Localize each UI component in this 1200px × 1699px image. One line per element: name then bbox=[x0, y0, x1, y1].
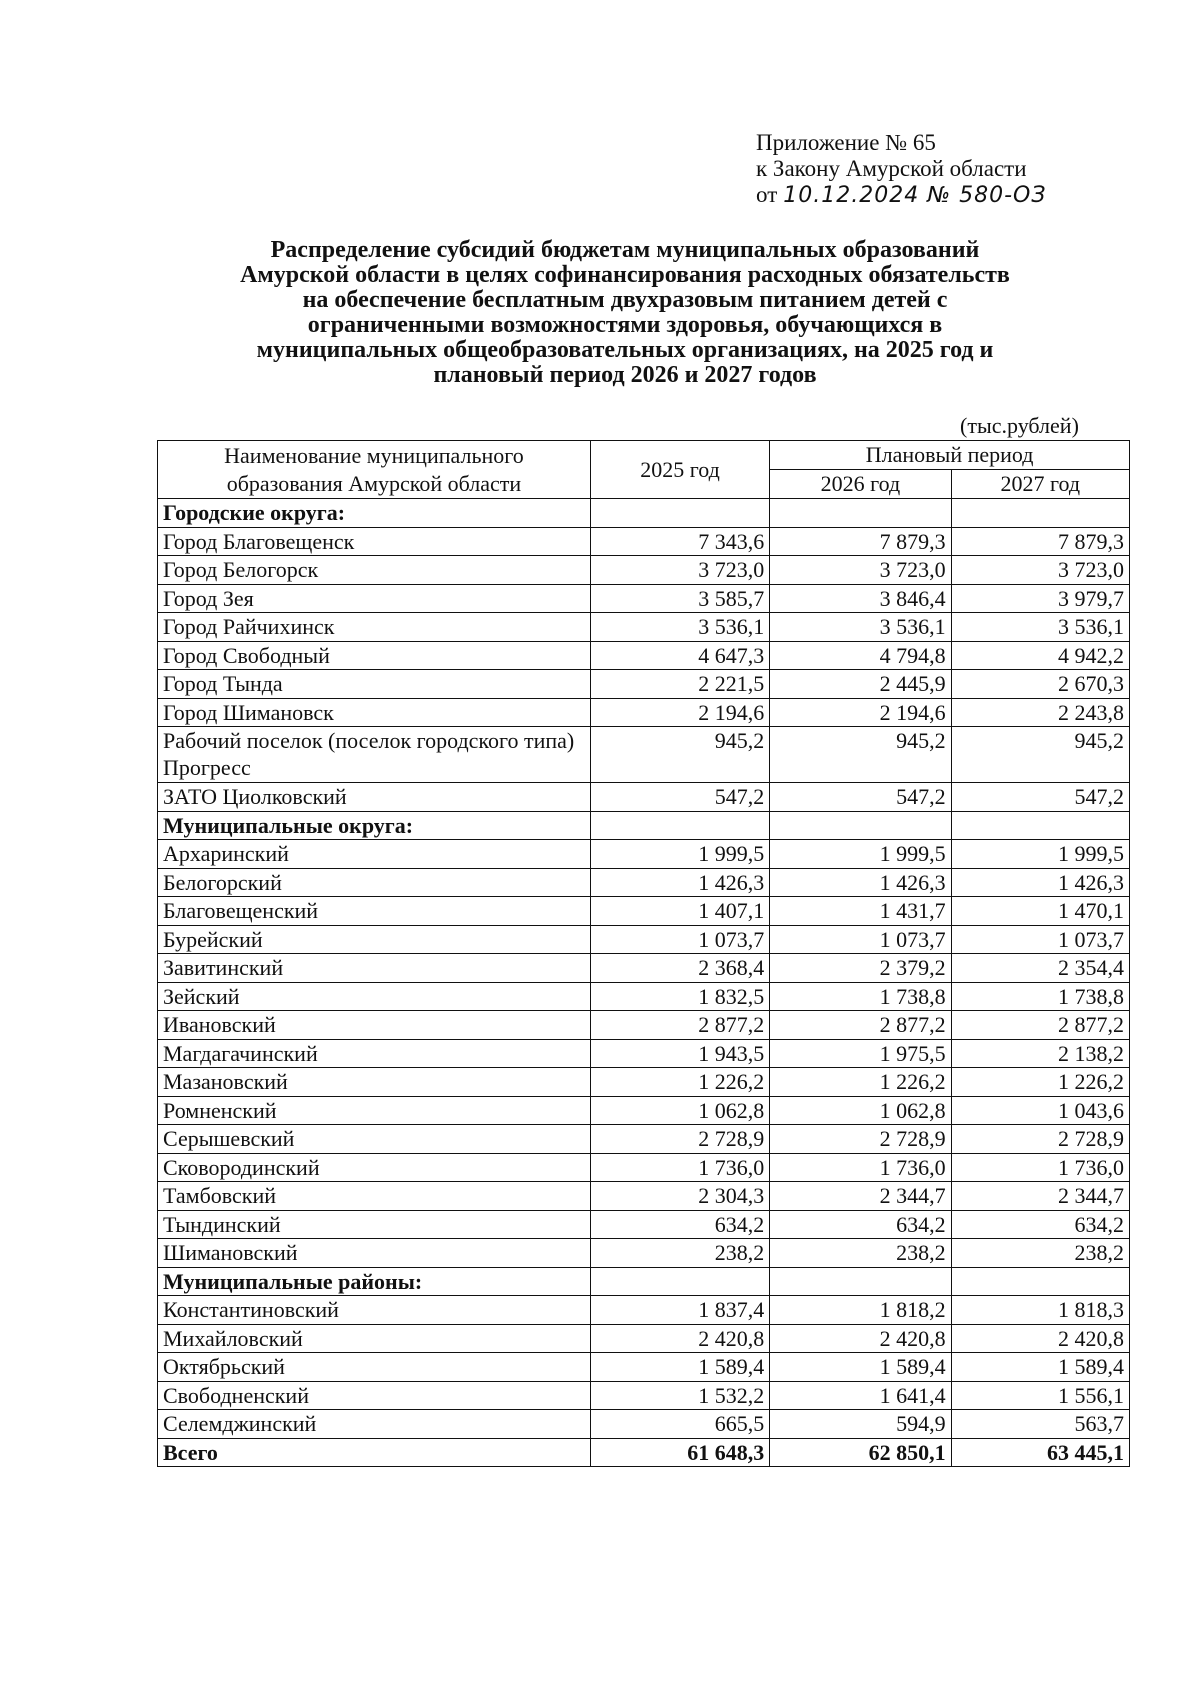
municipality-name: Белогорский bbox=[158, 868, 591, 897]
value-2027: 1 589,4 bbox=[951, 1353, 1129, 1382]
municipality-name: Ивановский bbox=[158, 1011, 591, 1040]
value-2025: 1 407,1 bbox=[590, 897, 769, 926]
header-name-column bbox=[158, 441, 591, 499]
empty-cell bbox=[770, 499, 951, 528]
value-2027: 4 942,2 bbox=[951, 641, 1129, 670]
value-2025: 945,2 bbox=[590, 727, 769, 783]
table-row bbox=[158, 1410, 1130, 1439]
value-2025: 2 221,5 bbox=[590, 670, 769, 699]
value-2027: 3 536,1 bbox=[951, 613, 1129, 642]
total-2027: 63 445,1 bbox=[951, 1438, 1129, 1467]
municipality-name: Рабочий поселок (поселок городского типа) Прогресс bbox=[158, 727, 591, 783]
title-line: плановый период 2026 и 2027 годов bbox=[433, 362, 817, 388]
value-2027: 2 728,9 bbox=[951, 1125, 1129, 1154]
units-label: (тыс.рублей) bbox=[960, 413, 1079, 438]
value-2026: 1 975,5 bbox=[770, 1039, 951, 1068]
title-line: муниципальных общеобразовательных организациях, на 2025 год и bbox=[256, 337, 994, 363]
value-2027: 2 354,4 bbox=[951, 954, 1129, 983]
value-2027: 7 879,3 bbox=[951, 527, 1129, 556]
value-2027: 1 556,1 bbox=[951, 1381, 1129, 1410]
title-line: Распределение субсидий бюджетам муниципальных образований bbox=[270, 237, 980, 263]
municipality-name: Завитинский bbox=[158, 954, 591, 983]
municipality-name: Зейский bbox=[158, 982, 591, 1011]
table-row bbox=[158, 925, 1130, 954]
value-2025: 238,2 bbox=[590, 1239, 769, 1268]
municipality-name: Шимановский bbox=[158, 1239, 591, 1268]
municipality-name: Октябрьский bbox=[158, 1353, 591, 1382]
header-planned-period: Плановый период bbox=[770, 441, 1130, 470]
value-2026: 1 226,2 bbox=[770, 1068, 951, 1097]
value-2025: 1 532,2 bbox=[590, 1381, 769, 1410]
value-2027: 634,2 bbox=[951, 1210, 1129, 1239]
empty-cell bbox=[770, 1267, 951, 1296]
table-row bbox=[158, 897, 1130, 926]
value-2026: 2 877,2 bbox=[770, 1011, 951, 1040]
value-2026: 547,2 bbox=[770, 783, 951, 812]
table-row bbox=[158, 1068, 1130, 1097]
municipality-name: Город Райчихинск bbox=[158, 613, 591, 642]
value-2027: 945,2 bbox=[951, 727, 1129, 783]
value-2026: 7 879,3 bbox=[770, 527, 951, 556]
total-label: Всего bbox=[158, 1438, 591, 1467]
municipality-name: Город Шимановск bbox=[158, 698, 591, 727]
table-row bbox=[158, 1096, 1130, 1125]
value-2027: 1 470,1 bbox=[951, 897, 1129, 926]
value-2025: 2 194,6 bbox=[590, 698, 769, 727]
value-2026: 2 194,6 bbox=[770, 698, 951, 727]
value-2026: 3 846,4 bbox=[770, 584, 951, 613]
table-body bbox=[158, 499, 1130, 1467]
total-2025: 61 648,3 bbox=[590, 1438, 769, 1467]
header-2027: 2027 год bbox=[951, 470, 1129, 499]
table-row bbox=[158, 783, 1130, 812]
table-row bbox=[158, 556, 1130, 585]
section-title: Городские округа: bbox=[158, 499, 591, 528]
table-row bbox=[158, 954, 1130, 983]
municipality-name: Михайловский bbox=[158, 1324, 591, 1353]
value-2026: 634,2 bbox=[770, 1210, 951, 1239]
value-2027: 1 043,6 bbox=[951, 1096, 1129, 1125]
value-2026: 1 738,8 bbox=[770, 982, 951, 1011]
municipality-name: Ромненский bbox=[158, 1096, 591, 1125]
value-2026: 2 420,8 bbox=[770, 1324, 951, 1353]
table-row bbox=[158, 1182, 1130, 1211]
value-2027: 2 138,2 bbox=[951, 1039, 1129, 1068]
value-2025: 1 837,4 bbox=[590, 1296, 769, 1325]
municipality-name: Архаринский bbox=[158, 840, 591, 869]
value-2027: 2 344,7 bbox=[951, 1182, 1129, 1211]
value-2026: 1 641,4 bbox=[770, 1381, 951, 1410]
value-2027: 1 426,3 bbox=[951, 868, 1129, 897]
value-2026: 2 379,2 bbox=[770, 954, 951, 983]
title-line: ограниченными возможностями здоровья, обучающихся в bbox=[307, 312, 943, 338]
value-2027: 1 738,8 bbox=[951, 982, 1129, 1011]
municipality-name: Мазановский bbox=[158, 1068, 591, 1097]
table-row bbox=[158, 1324, 1130, 1353]
table-row bbox=[158, 840, 1130, 869]
table-row bbox=[158, 527, 1130, 556]
value-2026: 2 728,9 bbox=[770, 1125, 951, 1154]
municipality-name: Город Свободный bbox=[158, 641, 591, 670]
section-row bbox=[158, 499, 1130, 528]
value-2027: 3 979,7 bbox=[951, 584, 1129, 613]
appendix-date-prefix: от bbox=[756, 182, 778, 207]
value-2027: 1 073,7 bbox=[951, 925, 1129, 954]
value-2025: 3 723,0 bbox=[590, 556, 769, 585]
value-2026: 1 818,2 bbox=[770, 1296, 951, 1325]
table-row bbox=[158, 868, 1130, 897]
table-row bbox=[158, 1125, 1130, 1154]
value-2026: 3 723,0 bbox=[770, 556, 951, 585]
value-2026: 1 062,8 bbox=[770, 1096, 951, 1125]
municipality-name: Магдагачинский bbox=[158, 1039, 591, 1068]
value-2025: 2 728,9 bbox=[590, 1125, 769, 1154]
value-2025: 1 062,8 bbox=[590, 1096, 769, 1125]
table-row bbox=[158, 727, 1130, 783]
value-2025: 634,2 bbox=[590, 1210, 769, 1239]
total-2026: 62 850,1 bbox=[770, 1438, 951, 1467]
table-row bbox=[158, 1153, 1130, 1182]
value-2027: 2 670,3 bbox=[951, 670, 1129, 699]
appendix-law: к Закону Амурской области bbox=[756, 156, 1027, 181]
value-2026: 3 536,1 bbox=[770, 613, 951, 642]
value-2025: 1 943,5 bbox=[590, 1039, 769, 1068]
value-2025: 1 073,7 bbox=[590, 925, 769, 954]
table-row bbox=[158, 641, 1130, 670]
header-2025: 2025 год bbox=[590, 441, 769, 499]
municipality-name: Тындинский bbox=[158, 1210, 591, 1239]
empty-cell bbox=[951, 499, 1129, 528]
section-title: Муниципальные округа: bbox=[158, 811, 591, 840]
value-2026: 1 426,3 bbox=[770, 868, 951, 897]
table-row bbox=[158, 1381, 1130, 1410]
value-2026: 1 073,7 bbox=[770, 925, 951, 954]
appendix-date-line bbox=[756, 182, 1046, 209]
value-2025: 7 343,6 bbox=[590, 527, 769, 556]
section-row bbox=[158, 811, 1130, 840]
table-row bbox=[158, 1011, 1130, 1040]
table-header bbox=[158, 441, 1130, 499]
value-2026: 4 794,8 bbox=[770, 641, 951, 670]
value-2025: 2 420,8 bbox=[590, 1324, 769, 1353]
value-2025: 1 226,2 bbox=[590, 1068, 769, 1097]
appendix-number: Приложение № 65 bbox=[756, 130, 936, 155]
value-2025: 2 877,2 bbox=[590, 1011, 769, 1040]
value-2026: 1 999,5 bbox=[770, 840, 951, 869]
value-2025: 4 647,3 bbox=[590, 641, 769, 670]
value-2027: 1 999,5 bbox=[951, 840, 1129, 869]
value-2025: 3 536,1 bbox=[590, 613, 769, 642]
municipality-name: Благовещенский bbox=[158, 897, 591, 926]
value-2025: 1 999,5 bbox=[590, 840, 769, 869]
value-2027: 1 736,0 bbox=[951, 1153, 1129, 1182]
municipality-name: Город Зея bbox=[158, 584, 591, 613]
value-2026: 1 431,7 bbox=[770, 897, 951, 926]
value-2027: 1 226,2 bbox=[951, 1068, 1129, 1097]
value-2026: 238,2 bbox=[770, 1239, 951, 1268]
appendix-handwritten-date: 10.12.2024 № 580-ОЗ bbox=[783, 183, 1047, 208]
value-2025: 547,2 bbox=[590, 783, 769, 812]
value-2025: 1 426,3 bbox=[590, 868, 769, 897]
municipality-name: Тамбовский bbox=[158, 1182, 591, 1211]
appendix-block bbox=[756, 130, 1046, 209]
value-2027: 547,2 bbox=[951, 783, 1129, 812]
table-row bbox=[158, 613, 1130, 642]
empty-cell bbox=[590, 811, 769, 840]
value-2027: 1 818,3 bbox=[951, 1296, 1129, 1325]
document-title bbox=[150, 238, 1100, 388]
header-name-line: Наименование муниципального bbox=[224, 442, 524, 468]
table-row bbox=[158, 1239, 1130, 1268]
table-row bbox=[158, 698, 1130, 727]
value-2027: 2 877,2 bbox=[951, 1011, 1129, 1040]
value-2025: 1 832,5 bbox=[590, 982, 769, 1011]
value-2026: 1 736,0 bbox=[770, 1153, 951, 1182]
section-title: Муниципальные районы: bbox=[158, 1267, 591, 1296]
empty-cell bbox=[951, 1267, 1129, 1296]
value-2027: 563,7 bbox=[951, 1410, 1129, 1439]
table-row bbox=[158, 584, 1130, 613]
section-row bbox=[158, 1267, 1130, 1296]
table-row bbox=[158, 1353, 1130, 1382]
value-2026: 945,2 bbox=[770, 727, 951, 783]
value-2027: 2 420,8 bbox=[951, 1324, 1129, 1353]
table-row bbox=[158, 982, 1130, 1011]
empty-cell bbox=[770, 811, 951, 840]
value-2026: 2 445,9 bbox=[770, 670, 951, 699]
table-row bbox=[158, 1039, 1130, 1068]
municipality-name: ЗАТО Циолковский bbox=[158, 783, 591, 812]
value-2025: 3 585,7 bbox=[590, 584, 769, 613]
value-2027: 3 723,0 bbox=[951, 556, 1129, 585]
title-line: на обеспечение бесплатным двухразовым питанием детей с bbox=[302, 287, 948, 313]
value-2025: 1 736,0 bbox=[590, 1153, 769, 1182]
value-2025: 2 304,3 bbox=[590, 1182, 769, 1211]
municipality-name: Город Белогорск bbox=[158, 556, 591, 585]
total-row bbox=[158, 1438, 1130, 1467]
municipality-name: Константиновский bbox=[158, 1296, 591, 1325]
value-2027: 238,2 bbox=[951, 1239, 1129, 1268]
municipality-name: Селемджинский bbox=[158, 1410, 591, 1439]
value-2025: 665,5 bbox=[590, 1410, 769, 1439]
municipality-name: Город Благовещенск bbox=[158, 527, 591, 556]
value-2025: 1 589,4 bbox=[590, 1353, 769, 1382]
municipality-name: Город Тында bbox=[158, 670, 591, 699]
municipality-name: Бурейский bbox=[158, 925, 591, 954]
subsidy-table bbox=[157, 440, 1130, 1467]
value-2026: 2 344,7 bbox=[770, 1182, 951, 1211]
table-row bbox=[158, 1210, 1130, 1239]
header-name-line: образования Амурской области bbox=[226, 470, 522, 496]
title-line: Амурской области в целях софинансирования расходных обязательств bbox=[240, 262, 1010, 288]
value-2026: 594,9 bbox=[770, 1410, 951, 1439]
empty-cell bbox=[590, 1267, 769, 1296]
empty-cell bbox=[951, 811, 1129, 840]
municipality-name: Сковородинский bbox=[158, 1153, 591, 1182]
empty-cell bbox=[590, 499, 769, 528]
table-row bbox=[158, 1296, 1130, 1325]
header-2026: 2026 год bbox=[770, 470, 951, 499]
municipality-name: Свободненский bbox=[158, 1381, 591, 1410]
value-2026: 1 589,4 bbox=[770, 1353, 951, 1382]
municipality-name: Серышевский bbox=[158, 1125, 591, 1154]
table-row bbox=[158, 670, 1130, 699]
value-2027: 2 243,8 bbox=[951, 698, 1129, 727]
value-2025: 2 368,4 bbox=[590, 954, 769, 983]
